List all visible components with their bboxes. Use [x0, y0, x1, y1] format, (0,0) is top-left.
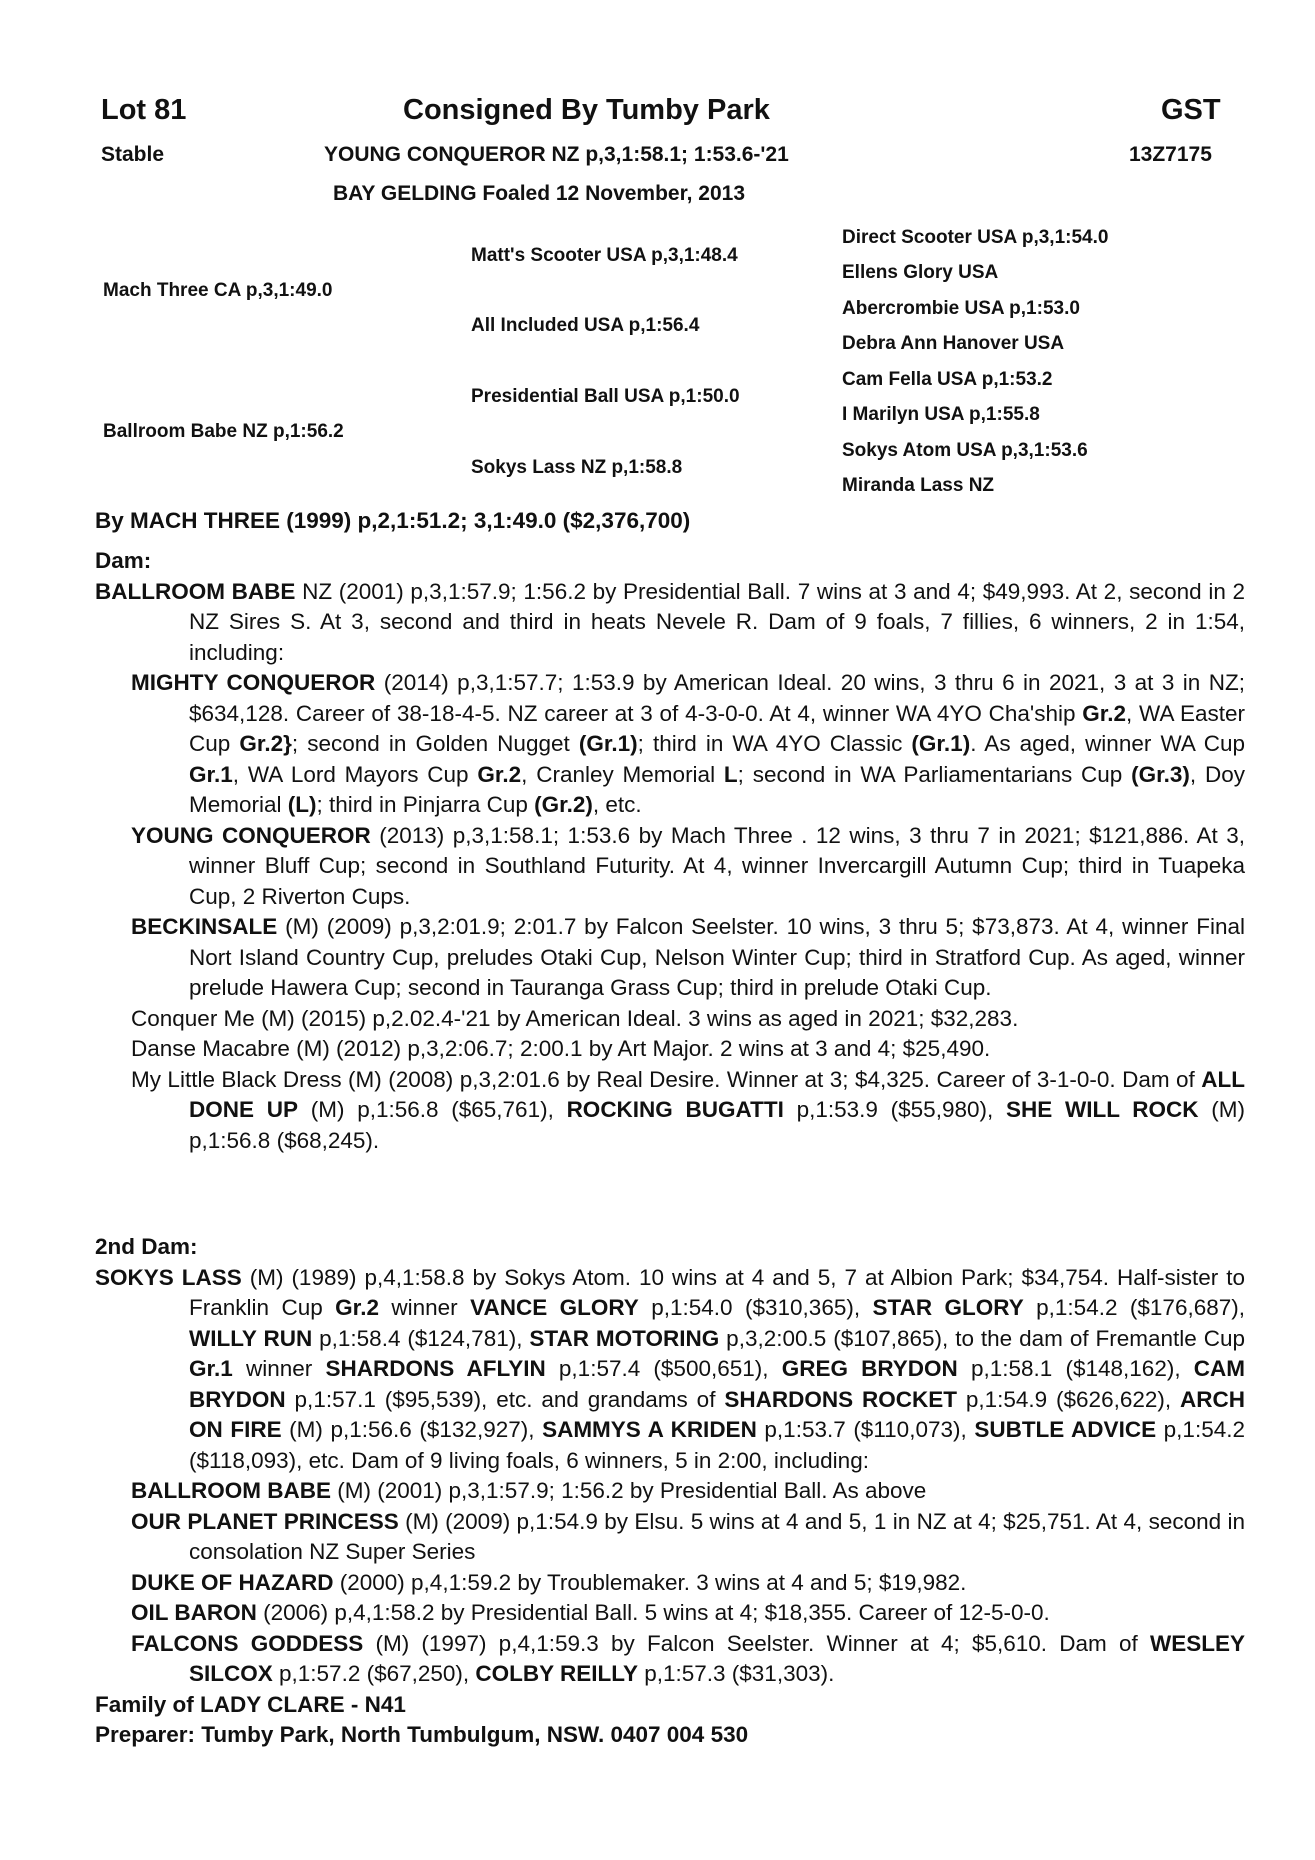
text-run: (M) (2001) p,3,1:57.9; 1:56.2 by Presidential Ball. As above: [330, 1478, 927, 1503]
bold-text: Gr.2: [335, 1295, 379, 1320]
bold-text: WESLEY SILCOX: [189, 1630, 1245, 1686]
second-dam-section: [95, 1232, 1245, 1751]
bold-text: WILLY RUN: [189, 1325, 313, 1351]
bold-text: (Gr.1): [578, 731, 638, 756]
pedigree-sire: Mach Three CA p,3,1:49.0: [103, 280, 333, 301]
pedigree-dam: Ballroom Babe NZ p,1:56.2: [103, 421, 344, 442]
bold-text: BALLROOM BABE: [95, 578, 296, 604]
family-line: Family of LADY CLARE - N41: [95, 1691, 406, 1717]
text-run: p,1:58.4 ($124,781),: [312, 1325, 530, 1351]
stable-label: Stable: [101, 143, 165, 166]
lot-number: Lot 81: [101, 94, 187, 126]
text-run: (2013) p,3,1:58.1; 1:53.6 by Mach Three . 12 wins, 3 thru 7 in 2021; $121,886. At 3, winner Bluff Cup; second in Southland Futurity. At 4, winner Invercargill Autumn Cup; third in Tuapeka Cup, 2 Riverton Cups.: [189, 822, 1246, 909]
pedigree-gen3-item: Miranda Lass NZ: [842, 475, 995, 496]
foaled-line: BAY GELDING Foaled 12 November, 2013: [333, 182, 746, 205]
bold-text: SOKYS LASS: [95, 1264, 242, 1290]
text-run: p,1:57.2 ($67,250),: [272, 1661, 476, 1686]
text-run: p,1:58.1 ($148,162),: [957, 1356, 1194, 1381]
text-run: (M) p,1:56.6 ($132,927),: [281, 1417, 543, 1442]
bold-text: COLBY REILLY: [475, 1661, 638, 1686]
progeny-entry: [95, 1034, 1245, 1065]
pedigree-gen3-item: Abercrombie USA p,1:53.0: [842, 298, 1080, 319]
text-run: , WA Lord Mayors Cup: [232, 761, 478, 787]
bold-text: BECKINSALE: [131, 914, 278, 939]
text-run: Danse Macabre (M) (2012) p,3,2:06.7; 2:00.1 by Art Major. 2 wins at 3 and 4; $25,490.: [131, 1036, 991, 1061]
bold-text: (Gr.1): [911, 731, 971, 756]
pedigree-gen3-item: Debra Ann Hanover USA: [842, 333, 1065, 354]
progeny-entry: [95, 1476, 1245, 1507]
bold-text: Gr.1: [189, 761, 233, 787]
bold-text: (Gr.2): [534, 792, 593, 817]
text-run: p,1:54.2 ($176,687),: [1023, 1295, 1245, 1320]
bold-text: FALCONS GODDESS: [131, 1630, 364, 1656]
bold-text: OUR PLANET PRINCESS: [131, 1508, 399, 1534]
text-run: winner: [378, 1295, 471, 1320]
pedigree-gen2-item: Matt's Scooter USA p,3,1:48.4: [471, 245, 738, 266]
text-run: , Cranley Memorial: [521, 761, 724, 787]
bold-text: SHARDONS ROCKET: [724, 1386, 957, 1412]
progeny-entry: [95, 1598, 1245, 1629]
bold-text: SUBTLE ADVICE: [974, 1417, 1157, 1442]
horse-code: 13Z7175: [1129, 143, 1212, 166]
bold-text: CAM BRYDON: [189, 1356, 1246, 1412]
horse-name-line: YOUNG CONQUEROR NZ p,3,1:58.1; 1:53.6-'21: [324, 143, 789, 166]
dam-section: [95, 546, 1245, 1156]
bold-text: GREG BRYDON: [781, 1356, 958, 1381]
bold-text: STAR MOTORING: [529, 1325, 720, 1351]
text-run: (2006) p,4,1:58.2 by Presidential Ball. 5 wins at 4; $18,355. Career of 12-5-0-0.: [256, 1600, 1050, 1625]
progeny-entry: [95, 1065, 1245, 1157]
text-run: ; second in WA Parliamentarians Cup: [737, 761, 1132, 787]
bold-text: MIGHTY CONQUEROR: [131, 670, 376, 695]
text-run: p,1:57.1 ($95,539), etc. and grandams of: [285, 1386, 725, 1412]
progeny-entry: [95, 912, 1245, 1004]
pedigree-gen2-item: All Included USA p,1:56.4: [471, 315, 700, 336]
bold-text: Gr.2}: [239, 731, 292, 756]
dam-entry: [95, 1263, 1245, 1477]
text-run: winner: [232, 1356, 326, 1381]
sire-summary: By MACH THREE (1999) p,2,1:51.2; 3,1:49.0 ($2,376,700): [95, 508, 691, 533]
pedigree-gen3-item: Cam Fella USA p,1:53.2: [842, 369, 1053, 390]
bold-text: (Gr.3): [1131, 761, 1190, 787]
text-run: ; third in Pinjarra Cup: [316, 792, 535, 817]
progeny-entry: [95, 1568, 1245, 1599]
text-run: p,1:54.0 ($310,365),: [638, 1295, 873, 1320]
dam-block: [95, 577, 1245, 1157]
text-run: p,1:53.9 ($55,980),: [783, 1097, 1006, 1122]
bold-text: OIL BARON: [131, 1600, 257, 1625]
text-run: , WA Easter Cup: [189, 700, 1245, 756]
dam-heading: Dam:: [95, 548, 152, 573]
text-run: Conquer Me (M) (2015) p,2.02.4-'21 by American Ideal. 3 wins as aged in 2021; $32,283.: [131, 1005, 1019, 1031]
bold-text: (L): [287, 792, 317, 817]
bold-text: Gr.2: [477, 761, 522, 787]
pedigree-gen3-item: I Marilyn USA p,1:55.8: [842, 404, 1040, 425]
bold-text: ARCH ON FIRE: [189, 1386, 1245, 1442]
text-run: (2014) p,3,1:57.7; 1:53.9 by American Ideal. 20 wins, 3 thru 6 in 2021, 3 at 3 in NZ; $634,128. Career of 38-18-4-5. NZ career at 3 of 4-3-0-0. At 4, winner WA 4YO Cha'ship: [189, 670, 1245, 726]
pedigree-gen3-item: Direct Scooter USA p,3,1:54.0: [842, 227, 1109, 248]
text-run: My Little Black Dress (M) (2008) p,3,2:01.6 by Real Desire. Winner at 3; $4,325. Career of 3-1-0-0. Dam of: [131, 1066, 1202, 1092]
progeny-entry: [95, 1629, 1245, 1690]
text-run: p,1:53.7 ($110,073),: [756, 1417, 975, 1442]
text-run: (M) (1997) p,4,1:59.3 by Falcon Seelster. Winner at 4; $5,610. Dam of: [363, 1630, 1150, 1656]
progeny-entry: [95, 1004, 1245, 1035]
bold-text: YOUNG CONQUEROR: [131, 822, 371, 848]
bold-text: VANCE GLORY: [470, 1295, 639, 1320]
text-run: (2000) p,4,1:59.2 by Troublemaker. 3 wins at 4 and 5; $19,982.: [333, 1569, 967, 1595]
text-run: p,1:57.4 ($500,651),: [545, 1356, 782, 1381]
bold-text: ALL DONE UP: [189, 1066, 1245, 1122]
dam-entry: [95, 577, 1245, 669]
bold-text: SAMMYS A KRIDEN: [542, 1417, 757, 1442]
bold-text: Gr.2: [1082, 700, 1127, 726]
text-run: (M) (1989) p,4,1:58.8 by Sokys Atom. 10 wins at 4 and 5, 7 at Albion Park; $34,754. Half-sister to Franklin Cup: [189, 1264, 1246, 1320]
gst-label: GST: [1161, 94, 1221, 126]
bold-text: STAR GLORY: [872, 1295, 1024, 1320]
consignor: Consigned By Tumby Park: [403, 94, 770, 126]
second-dam-block: [95, 1263, 1245, 1690]
bold-text: DUKE OF HAZARD: [131, 1569, 334, 1595]
pedigree-gen3-item: Ellens Glory USA: [842, 262, 999, 283]
progeny-entry: [95, 668, 1245, 821]
progeny-entry: [95, 821, 1245, 913]
preparer-line: Preparer: Tumby Park, North Tumbulgum, NSW. 0407 004 530: [95, 1722, 749, 1747]
pedigree-gen2-item: Sokys Lass NZ p,1:58.8: [471, 457, 683, 478]
text-run: (M) (2009) p,3,2:01.9; 2:01.7 by Falcon Seelster. 10 wins, 3 thru 5; $73,873. At 4, winner Final Nort Island Country Cup, preludes Otaki Cup, Nelson Winter Cup; third in Stratford Cup. As aged, winner prelude Hawera Cup; second in Tauranga Grass Cup; third in prelude Otaki Cup.: [189, 914, 1245, 1000]
text-run: p,3,2:00.5 ($107,865), to the dam of Fremantle Cup: [719, 1325, 1246, 1351]
text-run: ; third in WA 4YO Classic: [637, 731, 912, 756]
text-run: . As aged, winner WA Cup: [970, 731, 1245, 756]
text-run: , etc.: [592, 792, 642, 817]
pedigree-gen2-item: Presidential Ball USA p,1:50.0: [471, 386, 740, 407]
text-run: , Doy Memorial: [189, 761, 1245, 817]
bold-text: L: [723, 761, 738, 787]
text-run: (M) p,1:56.8 ($68,245).: [189, 1097, 1245, 1153]
second-dam-heading: 2nd Dam:: [95, 1234, 198, 1259]
text-run: (M) (2009) p,1:54.9 by Elsu. 5 wins at 4 and 5, 1 in NZ at 4; $25,751. At 4, second in consolation NZ Super Series: [189, 1508, 1246, 1564]
text-run: ; second in Golden Nugget: [291, 731, 579, 756]
bold-text: BALLROOM BABE: [131, 1478, 331, 1503]
text-run: p,1:57.3 ($31,303).: [637, 1661, 835, 1686]
bold-text: SHE WILL ROCK: [1005, 1097, 1199, 1122]
bold-text: ROCKING BUGATTI: [566, 1097, 784, 1122]
text-run: (M) p,1:56.8 ($65,761),: [298, 1097, 567, 1122]
text-run: p,1:54.9 ($626,622),: [956, 1386, 1180, 1412]
pedigree-gen3-item: Sokys Atom USA p,3,1:53.6: [842, 440, 1088, 461]
text-run: NZ (2001) p,3,1:57.9; 1:56.2 by Presidential Ball. 7 wins at 3 and 4; $49,993. At 2, second in 2 NZ Sires S. At 3, second and third in heats Nevele R. Dam of 9 foals, 7 fillies, 6 winners, 2 in 1:54, including:: [189, 578, 1246, 665]
text-run: p,1:54.2 ($118,093), etc. Dam of 9 living foals, 6 winners, 5 in 2:00, including:: [189, 1417, 1245, 1473]
bold-text: SHARDONS AFLYIN: [325, 1356, 546, 1381]
progeny-entry: [95, 1507, 1245, 1568]
bold-text: Gr.1: [189, 1356, 233, 1381]
